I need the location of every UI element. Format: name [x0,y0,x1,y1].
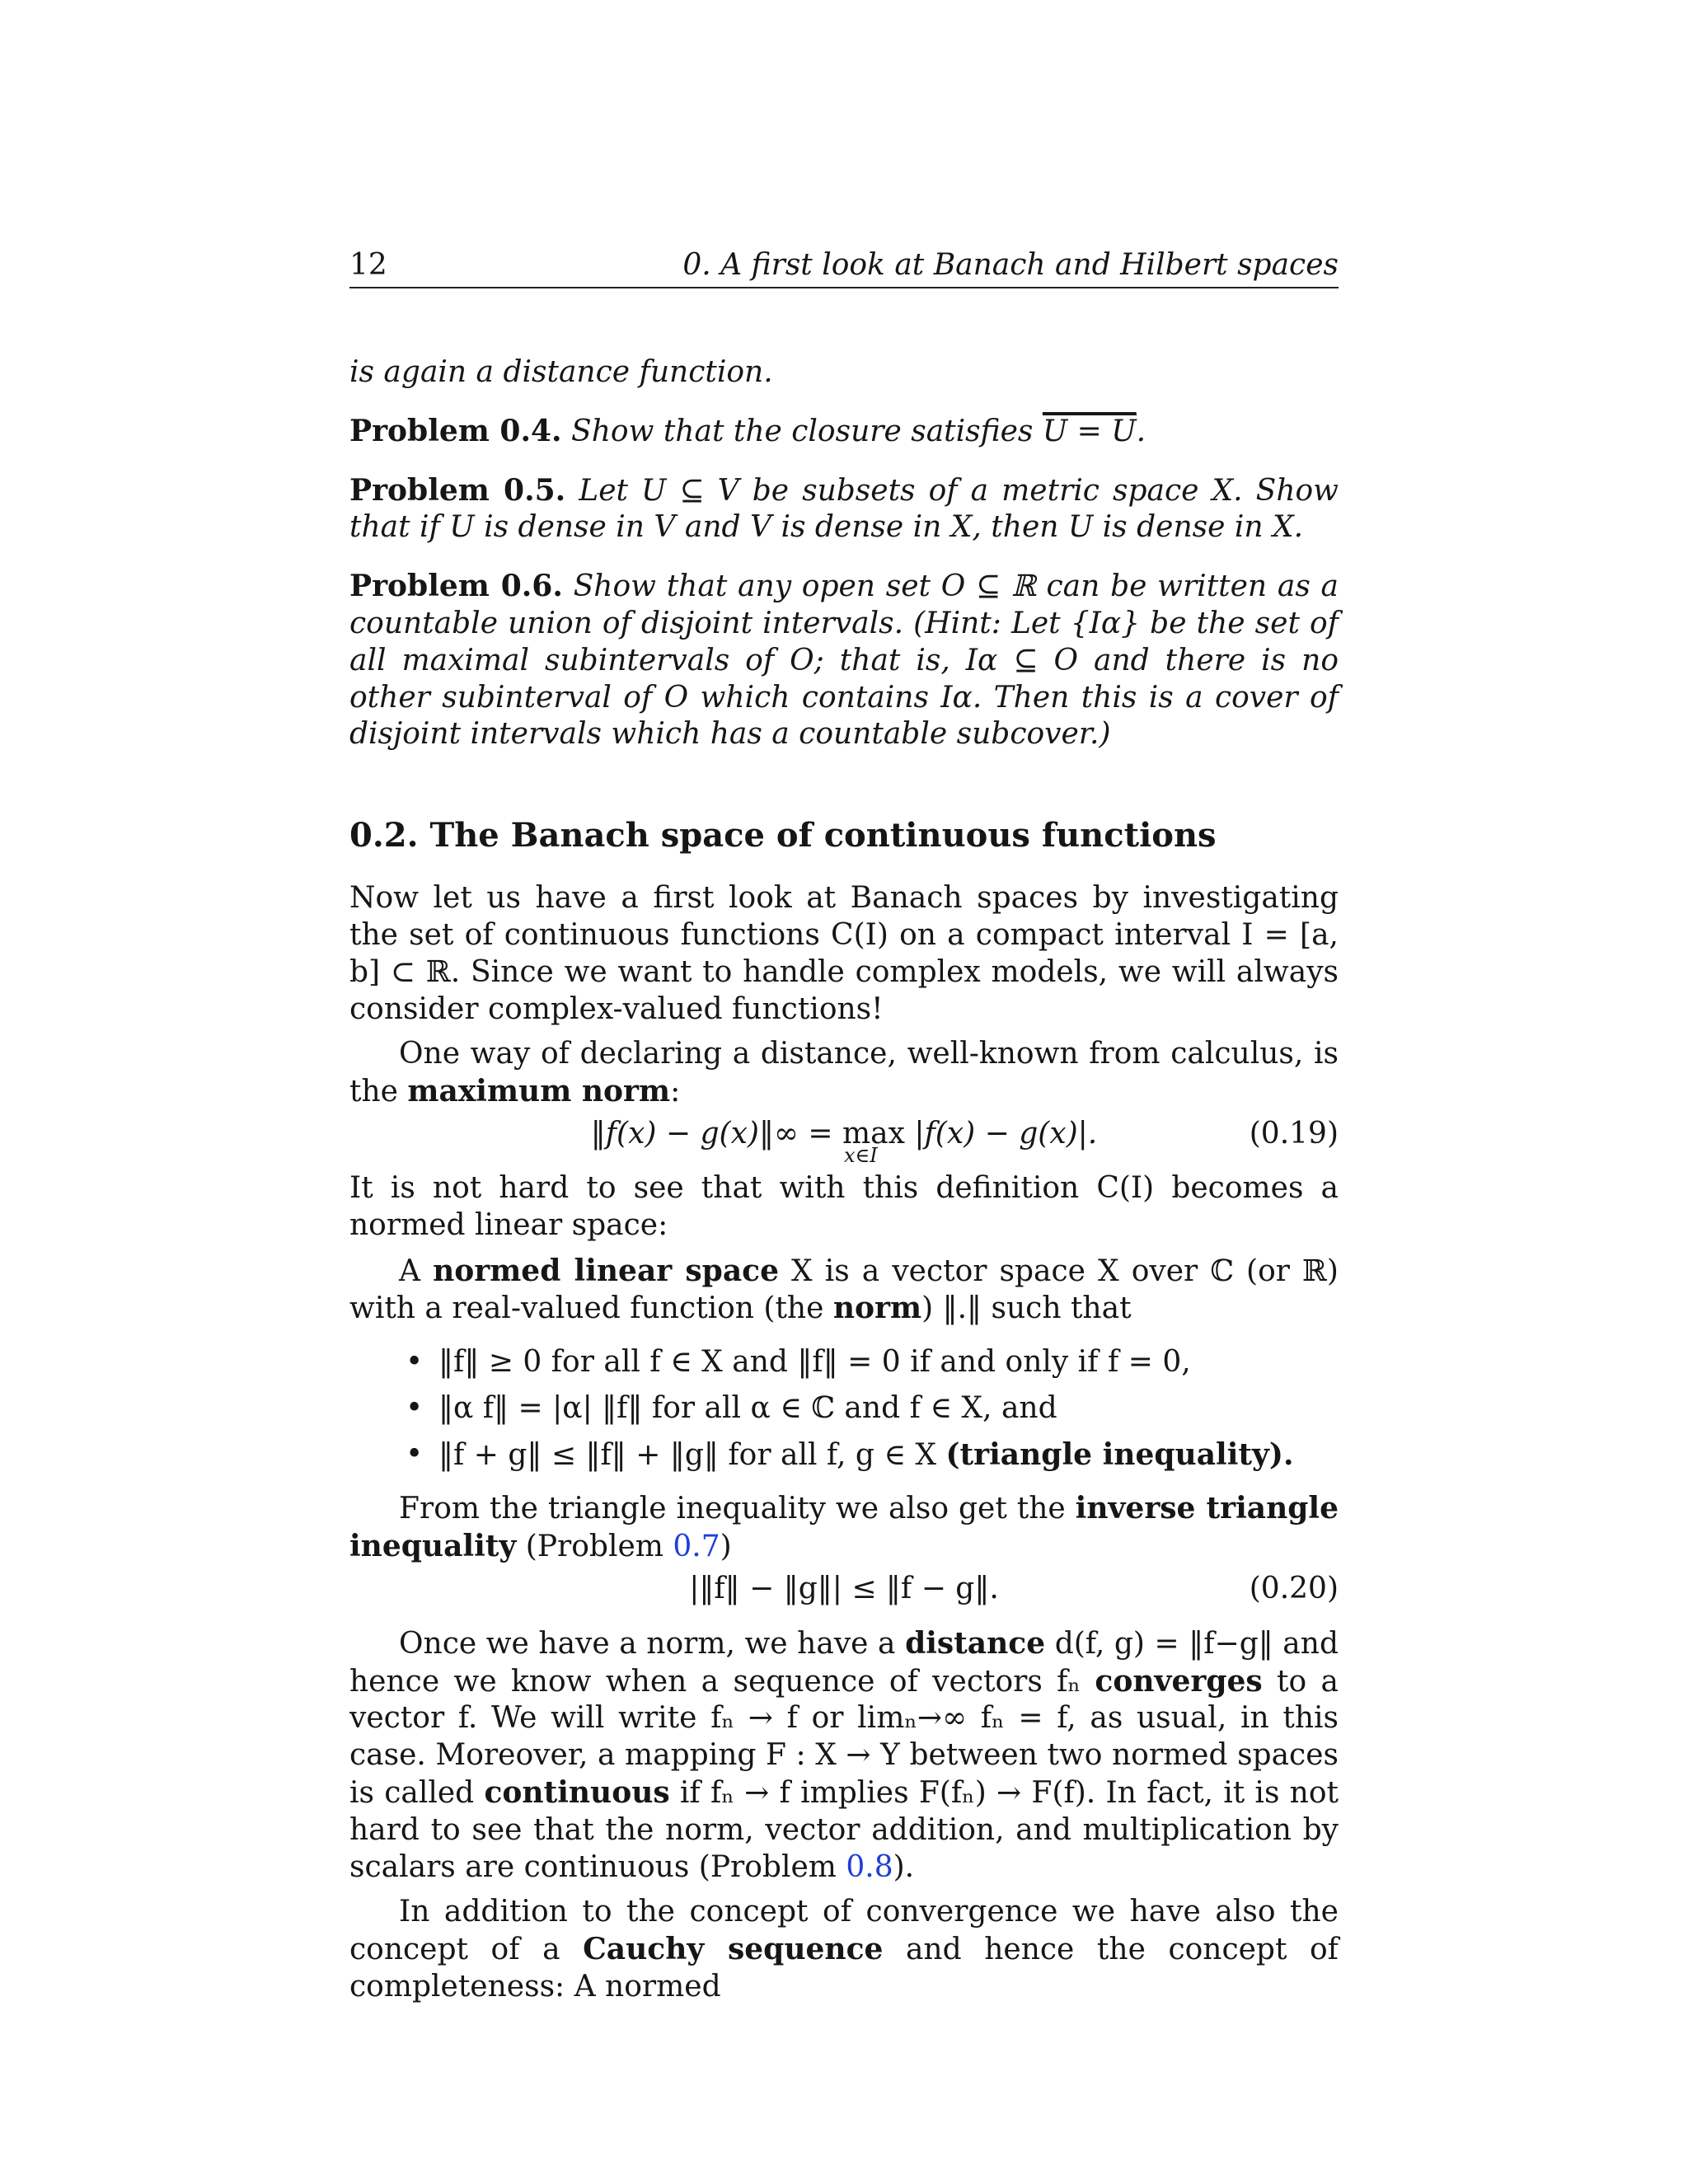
problem-0-4: Problem 0.4. Show that the closure satisfies U = U. [349,413,1146,448]
page-number: 12 [349,248,387,282]
paragraph-normed-space: It is not hard to see that with this definition C(I) becomes a normed linear space: [349,1170,1339,1242]
chapter-title: 0. A first look at Banach and Hilbert spaces [682,248,1339,282]
list-item: • ‖α f‖ = |α| ‖f‖ for all α ∈ ℂ and f ∈ X, and [438,1385,1339,1432]
problem-0-5 [349,472,1339,547]
problem-text: Show that any open set O ⊆ ℝ can be written as a countable union of disjoint intervals. (Hint: Let {Iα} be the set of all maximal subintervals of O; that is, Iα ⊆ O and there is no other subinterval of O which contains Iα. Then this is a cover of disjoint intervals which has a countable subcover.) [349,569,1339,752]
paragraph-distance: Once we have a norm, we have a distance d(f, g) = ‖f−g‖ and hence we know when a sequence of vectors fₙ converges to a vector f. We will write fₙ → f or limₙ→∞ fₙ = f, as usual, in this case. Moreover, a mapping F : X → Y between two normed spaces is called continuous if fₙ → f implies F(fₙ) → F(f). In fact, it is not hard to see that the norm, vector addition, and multiplication by scalars are continuous (Problem 0.8). [349,1625,1339,1884]
problem-0-6 [349,568,1339,753]
problem-math: U = U [1042,414,1137,448]
problem-label: Problem 0.6. [349,569,563,604]
equation-0-20 [349,1571,1339,1620]
intro-fragment: is again a distance function. [349,355,773,389]
list-item: • ‖f + g‖ ≤ ‖f‖ + ‖g‖ for all f, g ∈ X (triangle inequality). [438,1432,1339,1479]
problem-text: Let U ⊆ V be subsets of a metric space X. Show that if U is dense in V and V is dense in X, then U is dense in X. [349,473,1339,545]
equation-lhs: ‖f(x) − g(x)‖∞ = [590,1116,842,1151]
problem-text: Show that the closure satisfies [571,414,1043,448]
section-heading: 0.2. The Banach space of continuous functions [349,816,1217,855]
paragraph-cauchy: In addition to the concept of convergence we have also the concept of a Cauchy sequence and hence the concept of completeness: A normed [349,1895,1339,2004]
problem-link[interactable]: 0.8 [846,1849,893,1884]
problem-label: Problem 0.5. [349,472,566,508]
equation-rhs: |f(x) − g(x)|. [904,1116,1098,1151]
equation-number: (0.19) [1249,1116,1339,1151]
max-operator: max x∈I [842,1116,905,1167]
paragraph-maximum-norm: One way of declaring a distance, well-known from calculus, is the maximum norm: [349,1037,1339,1109]
equation-expression: |‖f‖ − ‖g‖| ≤ ‖f − g‖. [689,1571,999,1605]
norm-axioms-list [349,1339,1339,1479]
problem-link[interactable]: 0.7 [673,1529,720,1563]
paragraph-inverse-triangle: From the triangle inequality we also get the inverse triangle inequality (Problem 0.7) [349,1491,1339,1563]
equation-0-19 [349,1116,1339,1165]
page [349,247,1339,2006]
paragraph-definition: A normed linear space X is a vector space X over ℂ (or ℝ) with a real-valued function (the norm) ‖.‖ such that [349,1253,1339,1326]
problem-label: Problem 0.4. [349,413,562,448]
list-item: • ‖f‖ ≥ 0 for all f ∈ X and ‖f‖ = 0 if and only if f = 0, [438,1339,1339,1385]
running-header [349,247,1339,288]
paragraph-intro: Now let us have a first look at Banach spaces by investigating the set of continuous functions C(I) on a compact interval I = [a, b] ⊂ ℝ. Since we want to handle complex models, we will always consider complex-valued functions! [349,881,1339,1026]
equation-number: (0.20) [1249,1571,1339,1605]
